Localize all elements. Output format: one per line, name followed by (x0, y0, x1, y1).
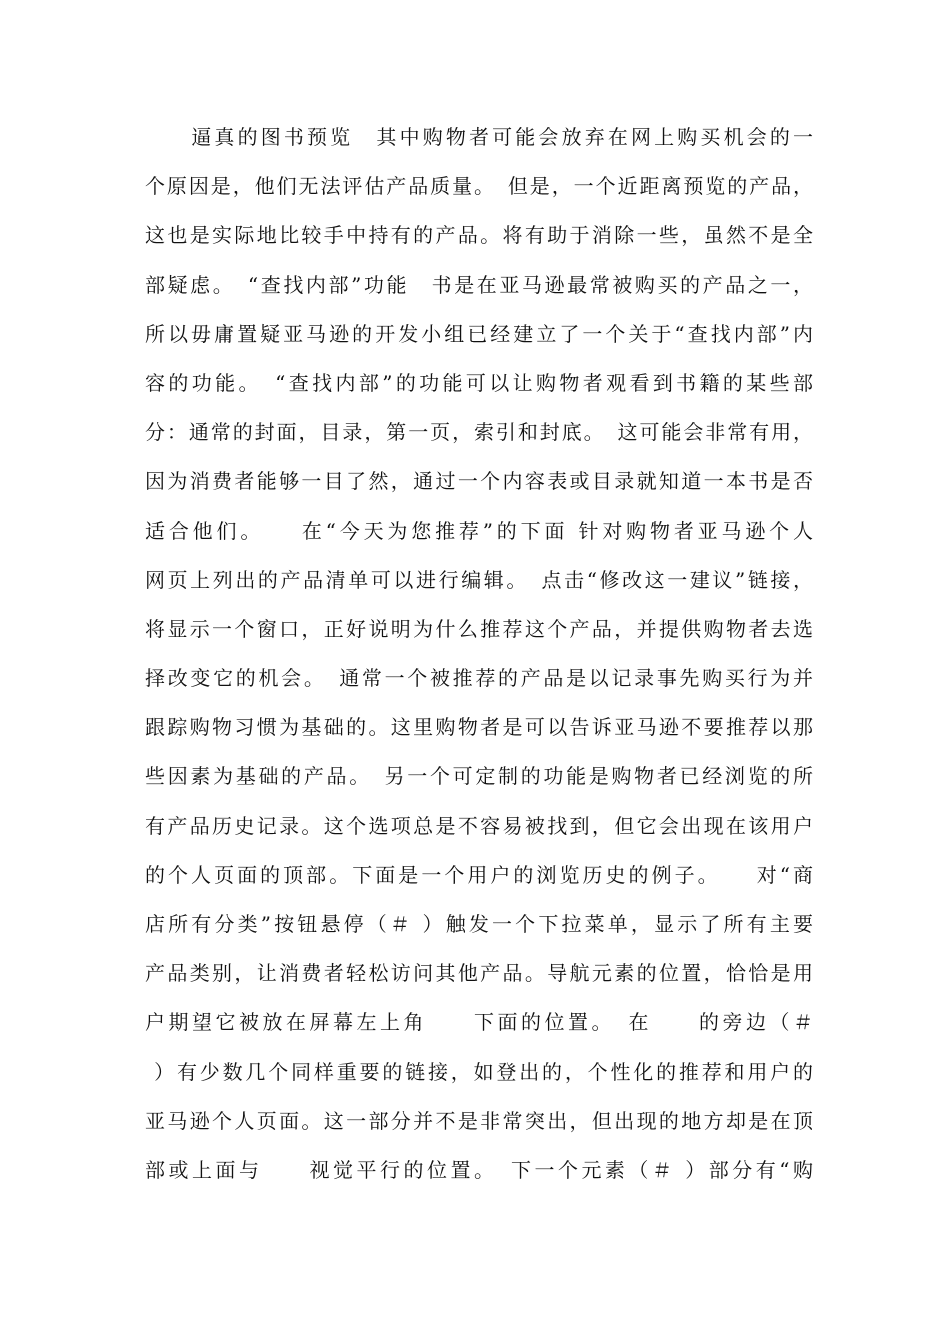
text-line: 因为消费者能够一目了然，通过一个内容表或目录就知道一本书是否 (145, 469, 813, 494)
text-line: 产品类别，让消费者轻松访问其他产品。导航元素的位置，恰恰是用 (145, 961, 813, 986)
text-line: 个原因是，他们无法评估产品质量。 但是，一个近距离预览的产品， (145, 174, 813, 199)
text-line: 有产品历史记录。这个选项总是不容易被找到，但它会出现在该用户 (145, 813, 813, 838)
text-line: 亚马逊个人页面。这一部分并不是非常突出，但出现的地方却是在顶 (145, 1108, 813, 1133)
text-line: 的个人页面的顶部。下面是一个用户的浏览历史的例子。 对“商 (145, 862, 813, 887)
body-text (145, 113, 813, 1195)
text-line: 择改变它的机会。 通常一个被推荐的产品是以记录事先购买行为并 (145, 666, 813, 691)
text-line: 跟踪购物习惯为基础的。这里购物者是可以告诉亚马逊不要推荐以那 (145, 715, 813, 740)
text-line: 部疑虑。 “查找内部”功能 书是在亚马逊最常被购买的产品之一， (145, 272, 813, 297)
text-line: 这也是实际地比较手中持有的产品。将有助于消除一些，虽然不是全 (145, 223, 813, 248)
text-line: 网页上列出的产品清单可以进行编辑。 点击“修改这一建议”链接， (145, 567, 813, 592)
text-line: 适合他们。 在“今天为您推荐”的下面 针对购物者亚马逊个人 (145, 518, 813, 543)
text-line: 将显示一个窗口，正好说明为什么推荐这个产品，并提供购物者去选 (145, 616, 813, 641)
text-line: 分：通常的封面，目录，第一页，索引和封底。 这可能会非常有用， (145, 420, 813, 445)
text-line: 所以毋庸置疑亚马逊的开发小组已经建立了一个关于“查找内部”内 (145, 321, 813, 346)
text-line: 户期望它被放在屏幕左上角 下面的位置。 在 的旁边（＃ (145, 1010, 813, 1035)
text-line: ）有少数几个同样重要的链接，如登出的，个性化的推荐和用户的 (145, 1059, 813, 1084)
text-line: 店所有分类”按钮悬停（＃ ）触发一个下拉菜单，显示了所有主要 (145, 912, 813, 936)
text-line: 容的功能。 “查找内部”的功能可以让购物者观看到书籍的某些部 (145, 370, 813, 395)
text-line: 逼真的图书预览 其中购物者可能会放弃在网上购买机会的一 (145, 125, 813, 149)
text-line: 部或上面与 视觉平行的位置。 下一个元素（＃ ）部分有“购 (145, 1157, 813, 1182)
text-line: 些因素为基础的产品。 另一个可定制的功能是购物者已经浏览的所 (145, 764, 813, 789)
